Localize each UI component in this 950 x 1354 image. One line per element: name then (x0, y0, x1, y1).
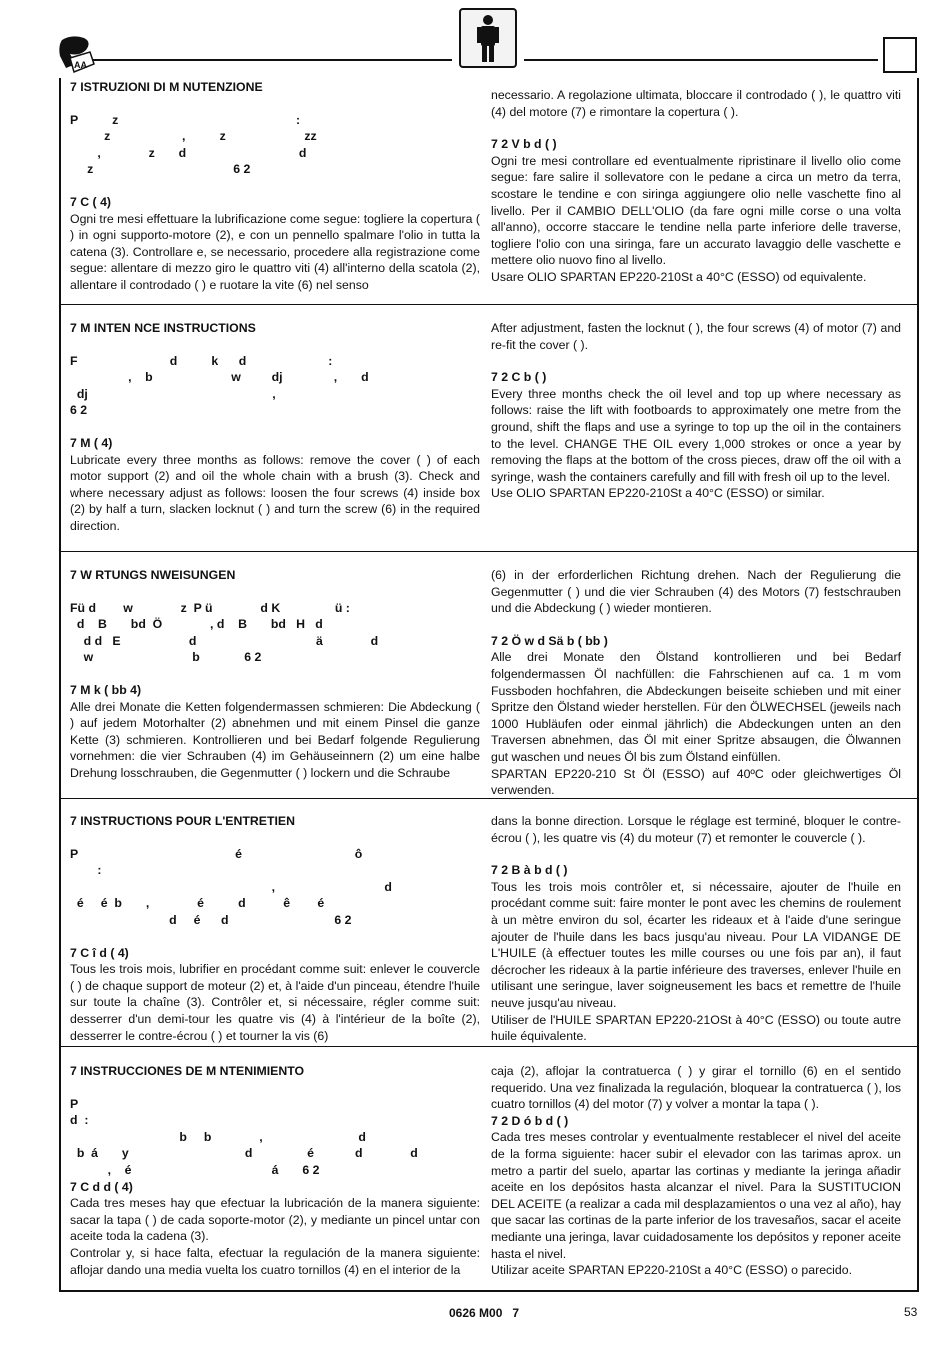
intro-line: , b w dj , d (70, 370, 369, 385)
section-right-column (491, 87, 901, 286)
intro-line: F d k d : (70, 353, 333, 368)
subsection-title: 7 2 B à b d ( ) (491, 863, 568, 878)
intro-line: P (70, 1096, 79, 1111)
section-left-column (70, 79, 480, 294)
paragraph: dans la bonne direction. Lorsque le réglage est terminé, bloquer le contre-écrou ( ), les quatre vis (4) du moteur (7) et remonter le couvercle ( ). (491, 814, 901, 845)
paragraph: (6) in der erforderlichen Richtung drehen. Nach der Regulierung die Gegenmutter ( ) und die vier Schrauben (4) des Motors (7) festschrauben und die Abdeckung ( ) wieder montieren. (491, 568, 901, 616)
subsection-title: 7 2 C b ( ) (491, 370, 547, 385)
paragraph: Controlar y, si hace falta, efectuar la regulación de la manera siguiente: aflojar dando una media vuelta los cuatro tornillos (4) en el interior de la (70, 1245, 480, 1277)
paragraph: Tous les trois mois contrôler et, si nécessaire, ajouter de l'huile en procédant comme suit: faire monter le pont avec les chemins de roulement à un mètre environ du sol, écarter les rideaux et à l'aide d'une seringue ajouter de l'huile dans les bacs jusqu'au niveau. Pour LA VIDANGE DE L'HUILE (à effectuer toutes les mille courses ou une fois par an), il faut décrocher les rideaux à la partie inférieure des traverses, enlever l'huile en utilisant une seringue, laver soigneusement les bacs et remettre de l'huile neuve jusqu'au niveau. (491, 879, 901, 1010)
section-title: 7 INSTRUCCIONES DE M NTENIMIENTO (70, 1064, 305, 1078)
subsection-title: 7 2 Ö w d Sä b ( bb ) (491, 633, 608, 648)
section-separator (59, 304, 919, 305)
section-title: 7 INSTRUCTIONS POUR L'ENTRETIEN (70, 814, 295, 828)
section-left-column (70, 1063, 480, 1278)
intro-line: é é b , é d ê é (70, 896, 325, 911)
paragraph: Utilizar aceite SPARTAN EP220-210St a 40°C (ESSO) o parecido. (491, 1263, 853, 1278)
paragraph: After adjustment, fasten the locknut ( ), the four screws (4) of motor (7) and re-fit the cover ( ). (491, 321, 901, 352)
paragraph: necessario. A regolazione ultimata, bloccare il controdado ( ), le quattro viti (4) del motore (7) e rimontare la copertura ( ). (491, 88, 901, 119)
intro-line: w b 6 2 (70, 650, 262, 665)
intro-line: dj , (70, 386, 276, 401)
intro-line: Fü d w z P ü d K ü : (70, 600, 350, 615)
subsection-title: 7 2 V b d ( ) (491, 137, 557, 152)
section-left-column (70, 567, 480, 782)
intro-line: b á y d é d d (70, 1146, 418, 1161)
paragraph: Alle drei Monate den Ölstand kontrollieren und bei Bedarf folgendermassen Öl nachfüllen: die Fahrschienen auf ca. 1 m vom Fussboden hochfahren, die Abdeckungen beiseite schieben und mit einer Spritze den Ölstand wieder herstellen. Für den ÖLWECHSEL (jeweils nach 1000 Hubläufen oder einmal jährlich) die Abdeckungen unten an den Traversen abnehmen, das Öl mit einer Spritze absaugen, die Ölwannen gut waschen und neues Öl bis zum Ölstand einfüllen. (491, 650, 901, 764)
paragraph: SPARTAN EP220-210 St Öl (ESSO) auf 40ºC oder gleichwertiges Öl verwenden. (491, 766, 901, 798)
section-separator (59, 551, 919, 552)
intro-line: d B bd Ö , d B bd H d (70, 617, 323, 632)
paragraph: Cada tres meses controlar y eventualmente restablecer el nivel del aceite de la forma siguiente: hacer subir el elevador con las tarimas aprox. un metro a partir del suelo, apartar las cortinas y mediante la jeringa añadir aceite en los depósitos hasta alcanzar el nivel. Para la SUSTITUCION DEL ACEITE (a realizar a cada mil desplazamientos o una vez al año), hay que sacar las cortinas de la parte inferior de los travesaños, sacar el aceite mediante una jeringa, lavar cuidadosamente los depósitos y reponer aceite hasta el nivel. (491, 1130, 901, 1261)
section-left-column (70, 320, 480, 535)
subsection-title: 7 2 D ó b d ( ) (491, 1113, 569, 1128)
paragraph: Ogni tre mesi effettuare la lubrificazione come segue: togliere la copertura ( ) in ogni supporto-motore (2), e con un pennello spalmare l'olio in tutta la catena (3). Controllare e, se necessario, procedere alla registrazione come segue: allentare di mezzo giro le quattro viti (4) all'interno della scatola (2), allentare il controdado ( ) e ruotare la vite (6) nel senso (70, 211, 480, 292)
intro-line: P é ô (70, 846, 363, 861)
paragraph: Tous les trois mois, lubrifier en procédant comme suit: enlever le couvercle ( ) de chaque support de moteur (2) et, à l'aide d'un pinceau, étendre l'huile sur toute la chaîne (3). Contrôler et, si nécessaire, régler comme suit: desserrer d'un demi-tour les quatre vis (4) à l'intérieur de la boîte (2), desserrer le contre-écrou ( ) et tourner la vis (6) (70, 962, 480, 1043)
paragraph: Utiliser de l'HUILE SPARTAN EP220-21OSt à 40°C (ESSO) ou toute autre huile équivalente. (491, 1012, 901, 1044)
intro-line: b b , d (70, 1129, 366, 1144)
intro-line: z , z zz (70, 129, 317, 144)
intro-line: , é á 6 2 (70, 1162, 320, 1177)
svg-text:AA: AA (74, 60, 87, 70)
intro-line: 6 2 (70, 403, 88, 418)
intro-line: d : (70, 1113, 89, 1128)
paragraph: Ogni tre mesi controllare ed eventualmente ripristinare il livello olio come segue: fare salire il sollevatore con le pedane a circa un metro da terra, scostare le tendine e con siringa aggiungere olio nelle vaschette fino al livello. Per il CAMBIO DELL'OLIO (da fare ogni mille corse o una volta all'anno), occorre staccare le tendine nella parte inferiore delle traverse, togliere l'olio con una siringa, fare un accurato lavaggio delle vaschette e mettere olio nuovo fino al livello. (491, 153, 901, 268)
operator-person-icon (459, 8, 517, 68)
blank-box (883, 37, 917, 73)
paragraph: Alle drei Monate die Ketten folgendermassen schmieren: Die Abdeckung ( ) auf jedem Motorhalter (2) abnehmen und mit einem Pinsel die ganze Kette (3) schmieren. Kontrollieren und bei Bedarf folgende Regulierung vornehmen: die vier Schrauben (4) im Gehäuseinnern (2) um eine halbe Drehung losschrauben, die Gegenmutter ( ) lockern und die Schraube (70, 699, 480, 780)
intro-line: , z d d (70, 145, 307, 160)
document-code: 0626 M00 7 (449, 1306, 520, 1320)
subsection-title: 7 C d d ( 4) (70, 1179, 133, 1194)
paragraph: caja (2), aflojar la contratuerca ( ) y girar el tornillo (6) en el sentido requerido. Una vez finalizada la regulación, bloquear la contratuerca ( ), los cuatro tornillos (4) del motor (7) y volver a montar la tapa ( ). (491, 1064, 901, 1112)
intro-line: : (70, 863, 102, 878)
intro-line: d d E d ä d (70, 633, 379, 648)
section-separator (59, 1046, 919, 1047)
paragraph: Use OLIO SPARTAN EP220-210St a 40°C (ESSO) or similar. (491, 486, 825, 501)
intro-line: z 6 2 (70, 162, 251, 177)
paragraph: Usare OLIO SPARTAN EP220-210St a 40°C (ESSO) od equivalente. (491, 269, 867, 284)
intro-line: d é d 6 2 (70, 912, 352, 927)
section-right-column (491, 567, 901, 799)
section-right-column (491, 320, 901, 502)
intro-line: P z : (70, 112, 301, 127)
section-title: 7 ISTRUZIONI DI M NUTENZIONE (70, 80, 263, 94)
section-right-column (491, 1063, 901, 1279)
paragraph: Cada tres meses hay que efectuar la lubricación de la manera siguiente: sacar la tapa ( ) de cada soporte-motor (2), y mediante un pincel untar con aceite toda la cadena (3). (70, 1196, 480, 1244)
subsection-title: 7 M k ( bb 4) (70, 682, 142, 697)
section-left-column (70, 813, 480, 1044)
brand-logo-icon (56, 34, 96, 76)
section-title: 7 W RTUNGS NWEISUNGEN (70, 568, 236, 582)
page-number: 53 (904, 1305, 918, 1319)
header-rule-left (92, 59, 452, 61)
paragraph: Every three months check the oil level and top up where necessary as follows: raise the lift with footboards to approximately one metre from the ground, shift the flaps and use a syringe to top up the oil in the containers to the level. CHANGE THE OIL every 1,000 strokes or once a year by removing the flaps at the bottom of the cross pieces, draw off the oil with a syringe, wash the containers carefully and fill with fresh oil up to the level. (491, 386, 901, 484)
section-title: 7 M INTEN NCE INSTRUCTIONS (70, 321, 256, 335)
subsection-title: 7 C î d ( 4) (70, 945, 129, 960)
subsection-title: 7 M ( 4) (70, 435, 113, 450)
subsection-title: 7 C ( 4) (70, 194, 111, 209)
header-rule-right (524, 59, 878, 61)
paragraph: Lubricate every three months as follows: remove the cover ( ) of each motor support (2) and oil the whole chain with a brush (3). Check and where necessary adjust as follows: loosen the four screws (4) inside box (2) by half a turn, slacken locknut ( ) and turn the screw (6) in the required direction. (70, 452, 480, 533)
intro-line: , d (70, 879, 392, 894)
section-right-column (491, 813, 901, 1045)
